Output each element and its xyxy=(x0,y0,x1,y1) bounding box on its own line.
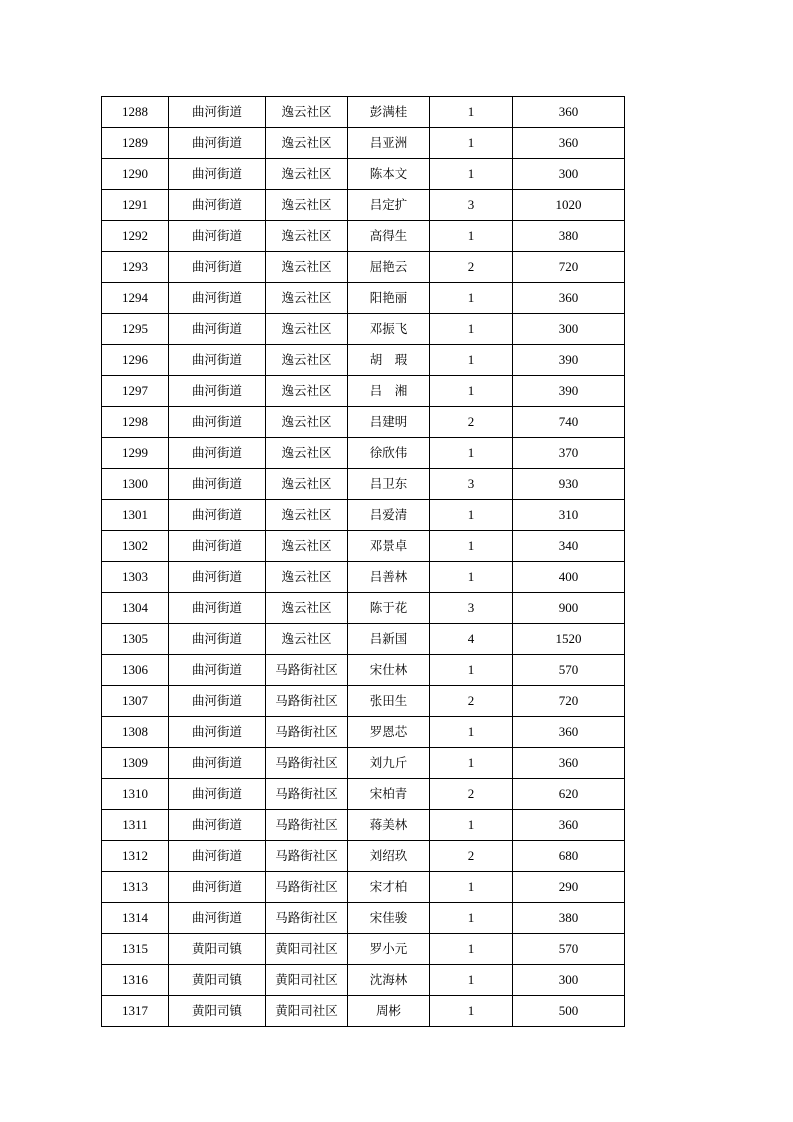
count-cell: 1 xyxy=(430,748,513,779)
community-cell: 黄阳司社区 xyxy=(266,996,348,1027)
community-cell: 马路街社区 xyxy=(266,841,348,872)
roster-table xyxy=(101,96,625,1027)
street-cell: 曲河街道 xyxy=(169,314,266,345)
row-number-cell: 1306 xyxy=(102,655,169,686)
name-cell: 张田生 xyxy=(348,686,430,717)
street-cell: 曲河街道 xyxy=(169,500,266,531)
amount-cell: 620 xyxy=(513,779,625,810)
table-row xyxy=(102,500,625,531)
name-cell: 罗恩芯 xyxy=(348,717,430,748)
community-cell: 马路街社区 xyxy=(266,748,348,779)
name-cell: 彭满桂 xyxy=(348,97,430,128)
table-row xyxy=(102,345,625,376)
community-cell: 逸云社区 xyxy=(266,221,348,252)
row-number-cell: 1296 xyxy=(102,345,169,376)
amount-cell: 740 xyxy=(513,407,625,438)
name-cell: 蒋美林 xyxy=(348,810,430,841)
street-cell: 曲河街道 xyxy=(169,624,266,655)
community-cell: 马路街社区 xyxy=(266,686,348,717)
name-cell: 吕定扩 xyxy=(348,190,430,221)
table-row xyxy=(102,686,625,717)
name-cell: 阳艳丽 xyxy=(348,283,430,314)
row-number-cell: 1300 xyxy=(102,469,169,500)
community-cell: 逸云社区 xyxy=(266,283,348,314)
count-cell: 1 xyxy=(430,965,513,996)
amount-cell: 360 xyxy=(513,283,625,314)
amount-cell: 360 xyxy=(513,810,625,841)
count-cell: 1 xyxy=(430,500,513,531)
community-cell: 逸云社区 xyxy=(266,314,348,345)
community-cell: 逸云社区 xyxy=(266,500,348,531)
street-cell: 曲河街道 xyxy=(169,562,266,593)
street-cell: 曲河街道 xyxy=(169,655,266,686)
count-cell: 1 xyxy=(430,159,513,190)
row-number-cell: 1313 xyxy=(102,872,169,903)
row-number-cell: 1293 xyxy=(102,252,169,283)
document-page xyxy=(101,96,625,1027)
community-cell: 逸云社区 xyxy=(266,469,348,500)
community-cell: 逸云社区 xyxy=(266,593,348,624)
community-cell: 逸云社区 xyxy=(266,376,348,407)
name-cell: 吕亚洲 xyxy=(348,128,430,159)
table-row xyxy=(102,190,625,221)
street-cell: 曲河街道 xyxy=(169,593,266,624)
amount-cell: 570 xyxy=(513,934,625,965)
row-number-cell: 1288 xyxy=(102,97,169,128)
name-cell: 陈于花 xyxy=(348,593,430,624)
row-number-cell: 1301 xyxy=(102,500,169,531)
street-cell: 曲河街道 xyxy=(169,469,266,500)
amount-cell: 300 xyxy=(513,314,625,345)
street-cell: 曲河街道 xyxy=(169,407,266,438)
row-number-cell: 1315 xyxy=(102,934,169,965)
amount-cell: 570 xyxy=(513,655,625,686)
name-cell: 罗小元 xyxy=(348,934,430,965)
row-number-cell: 1305 xyxy=(102,624,169,655)
street-cell: 黄阳司镇 xyxy=(169,965,266,996)
street-cell: 曲河街道 xyxy=(169,748,266,779)
amount-cell: 390 xyxy=(513,345,625,376)
table-row xyxy=(102,283,625,314)
count-cell: 2 xyxy=(430,407,513,438)
row-number-cell: 1316 xyxy=(102,965,169,996)
table-row xyxy=(102,314,625,345)
community-cell: 黄阳司社区 xyxy=(266,965,348,996)
count-cell: 1 xyxy=(430,562,513,593)
row-number-cell: 1314 xyxy=(102,903,169,934)
table-row xyxy=(102,469,625,500)
community-cell: 马路街社区 xyxy=(266,779,348,810)
street-cell: 曲河街道 xyxy=(169,159,266,190)
table-row xyxy=(102,438,625,469)
name-cell: 屈艳云 xyxy=(348,252,430,283)
street-cell: 曲河街道 xyxy=(169,376,266,407)
community-cell: 马路街社区 xyxy=(266,903,348,934)
community-cell: 马路街社区 xyxy=(266,810,348,841)
row-number-cell: 1297 xyxy=(102,376,169,407)
table-row xyxy=(102,934,625,965)
count-cell: 1 xyxy=(430,717,513,748)
count-cell: 2 xyxy=(430,779,513,810)
street-cell: 黄阳司镇 xyxy=(169,996,266,1027)
amount-cell: 310 xyxy=(513,500,625,531)
count-cell: 1 xyxy=(430,872,513,903)
name-cell: 宋仕林 xyxy=(348,655,430,686)
count-cell: 1 xyxy=(430,221,513,252)
amount-cell: 290 xyxy=(513,872,625,903)
street-cell: 曲河街道 xyxy=(169,779,266,810)
row-number-cell: 1298 xyxy=(102,407,169,438)
table-row xyxy=(102,159,625,190)
amount-cell: 360 xyxy=(513,97,625,128)
amount-cell: 720 xyxy=(513,252,625,283)
row-number-cell: 1290 xyxy=(102,159,169,190)
table-body xyxy=(102,97,625,1027)
name-cell: 邓振飞 xyxy=(348,314,430,345)
amount-cell: 370 xyxy=(513,438,625,469)
amount-cell: 300 xyxy=(513,159,625,190)
street-cell: 曲河街道 xyxy=(169,252,266,283)
count-cell: 2 xyxy=(430,841,513,872)
amount-cell: 300 xyxy=(513,965,625,996)
table-row xyxy=(102,593,625,624)
row-number-cell: 1307 xyxy=(102,686,169,717)
amount-cell: 900 xyxy=(513,593,625,624)
amount-cell: 360 xyxy=(513,717,625,748)
name-cell: 胡 瑕 xyxy=(348,345,430,376)
amount-cell: 340 xyxy=(513,531,625,562)
street-cell: 曲河街道 xyxy=(169,903,266,934)
count-cell: 2 xyxy=(430,686,513,717)
name-cell: 周彬 xyxy=(348,996,430,1027)
count-cell: 1 xyxy=(430,934,513,965)
row-number-cell: 1312 xyxy=(102,841,169,872)
count-cell: 1 xyxy=(430,996,513,1027)
amount-cell: 360 xyxy=(513,128,625,159)
amount-cell: 680 xyxy=(513,841,625,872)
count-cell: 1 xyxy=(430,97,513,128)
name-cell: 徐欣伟 xyxy=(348,438,430,469)
name-cell: 沈海林 xyxy=(348,965,430,996)
amount-cell: 390 xyxy=(513,376,625,407)
table-row xyxy=(102,872,625,903)
row-number-cell: 1289 xyxy=(102,128,169,159)
amount-cell: 1020 xyxy=(513,190,625,221)
community-cell: 马路街社区 xyxy=(266,717,348,748)
street-cell: 黄阳司镇 xyxy=(169,934,266,965)
count-cell: 1 xyxy=(430,376,513,407)
table-row xyxy=(102,407,625,438)
count-cell: 4 xyxy=(430,624,513,655)
name-cell: 宋柏青 xyxy=(348,779,430,810)
row-number-cell: 1302 xyxy=(102,531,169,562)
count-cell: 1 xyxy=(430,283,513,314)
community-cell: 逸云社区 xyxy=(266,624,348,655)
community-cell: 逸云社区 xyxy=(266,97,348,128)
row-number-cell: 1317 xyxy=(102,996,169,1027)
row-number-cell: 1304 xyxy=(102,593,169,624)
row-number-cell: 1299 xyxy=(102,438,169,469)
name-cell: 吕卫东 xyxy=(348,469,430,500)
community-cell: 逸云社区 xyxy=(266,407,348,438)
amount-cell: 500 xyxy=(513,996,625,1027)
table-row xyxy=(102,655,625,686)
community-cell: 逸云社区 xyxy=(266,345,348,376)
street-cell: 曲河街道 xyxy=(169,283,266,314)
name-cell: 高得生 xyxy=(348,221,430,252)
street-cell: 曲河街道 xyxy=(169,221,266,252)
table-row xyxy=(102,965,625,996)
community-cell: 马路街社区 xyxy=(266,872,348,903)
count-cell: 1 xyxy=(430,438,513,469)
name-cell: 吕新国 xyxy=(348,624,430,655)
table-row xyxy=(102,562,625,593)
table-row xyxy=(102,252,625,283)
amount-cell: 360 xyxy=(513,748,625,779)
street-cell: 曲河街道 xyxy=(169,872,266,903)
amount-cell: 720 xyxy=(513,686,625,717)
street-cell: 曲河街道 xyxy=(169,438,266,469)
street-cell: 曲河街道 xyxy=(169,190,266,221)
amount-cell: 1520 xyxy=(513,624,625,655)
count-cell: 1 xyxy=(430,314,513,345)
row-number-cell: 1310 xyxy=(102,779,169,810)
name-cell: 吕善林 xyxy=(348,562,430,593)
street-cell: 曲河街道 xyxy=(169,128,266,159)
community-cell: 逸云社区 xyxy=(266,562,348,593)
count-cell: 1 xyxy=(430,531,513,562)
row-number-cell: 1303 xyxy=(102,562,169,593)
name-cell: 陈本文 xyxy=(348,159,430,190)
name-cell: 吕 湘 xyxy=(348,376,430,407)
table-row xyxy=(102,97,625,128)
row-number-cell: 1292 xyxy=(102,221,169,252)
count-cell: 1 xyxy=(430,810,513,841)
street-cell: 曲河街道 xyxy=(169,686,266,717)
table-row xyxy=(102,717,625,748)
street-cell: 曲河街道 xyxy=(169,841,266,872)
street-cell: 曲河街道 xyxy=(169,345,266,376)
amount-cell: 930 xyxy=(513,469,625,500)
table-row xyxy=(102,376,625,407)
community-cell: 逸云社区 xyxy=(266,252,348,283)
row-number-cell: 1308 xyxy=(102,717,169,748)
name-cell: 吕爱清 xyxy=(348,500,430,531)
count-cell: 1 xyxy=(430,345,513,376)
name-cell: 邓景卓 xyxy=(348,531,430,562)
table-row xyxy=(102,841,625,872)
name-cell: 刘绍玖 xyxy=(348,841,430,872)
table-row xyxy=(102,779,625,810)
row-number-cell: 1309 xyxy=(102,748,169,779)
street-cell: 曲河街道 xyxy=(169,717,266,748)
table-row xyxy=(102,996,625,1027)
count-cell: 1 xyxy=(430,655,513,686)
amount-cell: 380 xyxy=(513,221,625,252)
street-cell: 曲河街道 xyxy=(169,97,266,128)
table-row xyxy=(102,624,625,655)
count-cell: 1 xyxy=(430,903,513,934)
count-cell: 3 xyxy=(430,190,513,221)
community-cell: 逸云社区 xyxy=(266,128,348,159)
table-row xyxy=(102,810,625,841)
name-cell: 宋才柏 xyxy=(348,872,430,903)
name-cell: 宋佳骏 xyxy=(348,903,430,934)
count-cell: 3 xyxy=(430,469,513,500)
community-cell: 逸云社区 xyxy=(266,159,348,190)
community-cell: 逸云社区 xyxy=(266,190,348,221)
row-number-cell: 1311 xyxy=(102,810,169,841)
row-number-cell: 1295 xyxy=(102,314,169,345)
table-row xyxy=(102,748,625,779)
table-row xyxy=(102,903,625,934)
table-row xyxy=(102,221,625,252)
amount-cell: 380 xyxy=(513,903,625,934)
street-cell: 曲河街道 xyxy=(169,531,266,562)
row-number-cell: 1294 xyxy=(102,283,169,314)
community-cell: 逸云社区 xyxy=(266,438,348,469)
name-cell: 刘九斤 xyxy=(348,748,430,779)
amount-cell: 400 xyxy=(513,562,625,593)
street-cell: 曲河街道 xyxy=(169,810,266,841)
count-cell: 1 xyxy=(430,128,513,159)
count-cell: 3 xyxy=(430,593,513,624)
count-cell: 2 xyxy=(430,252,513,283)
row-number-cell: 1291 xyxy=(102,190,169,221)
table-row xyxy=(102,531,625,562)
community-cell: 马路街社区 xyxy=(266,655,348,686)
table-row xyxy=(102,128,625,159)
name-cell: 吕建明 xyxy=(348,407,430,438)
community-cell: 黄阳司社区 xyxy=(266,934,348,965)
community-cell: 逸云社区 xyxy=(266,531,348,562)
